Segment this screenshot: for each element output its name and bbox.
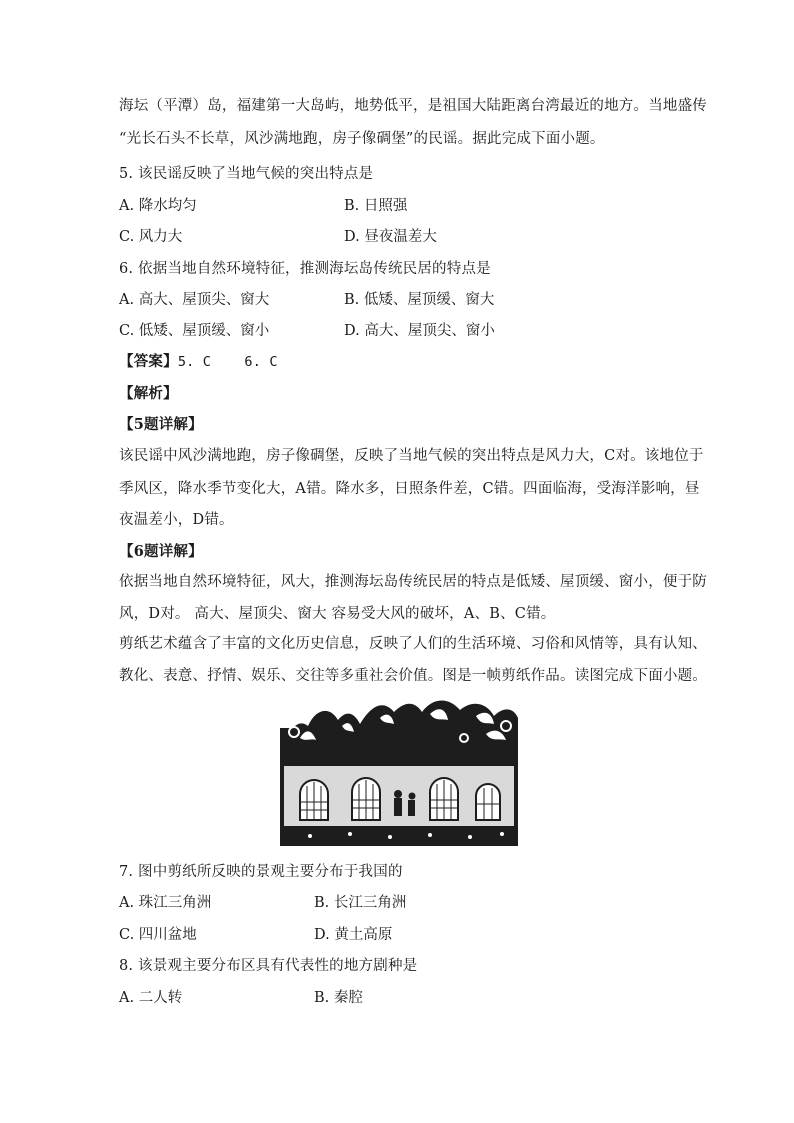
answer-label: 【答案】 (119, 353, 178, 370)
answer-text: 5. C 6. C (177, 354, 278, 370)
detail-6-label: 【6题详解】 (119, 543, 203, 560)
question-6-option-d: D. 高大、屋顶尖、窗小 (344, 323, 495, 339)
analysis-label: 【解析】 (119, 385, 178, 402)
question-5-stem: 5. 该民谣反映了当地气候的突出特点是 (119, 166, 374, 182)
intro2-line-2: 教化、表意、抒情、娱乐、交往等多重社会价值。图是一帧剪纸作品。读图完成下面小题。 (119, 668, 707, 684)
detail-6-line-2: 风，D对。 高大、屋顶尖、窗大 容易受大风的破坏，A、B、C错。 (119, 606, 556, 622)
answer-line (119, 352, 278, 372)
detail-5-label: 【5题详解】 (119, 416, 203, 433)
question-8-stem: 8. 该景观主要分布区具有代表性的地方剧种是 (119, 958, 418, 974)
question-5-option-b: B. 日照强 (344, 198, 408, 214)
intro-line-1: 海坛（平潭）岛，福建第一大岛屿，地势低平，是祖国大陆距离台湾最近的地方。当地盛传 (119, 98, 707, 114)
question-6-option-a: A. 高大、屋顶尖、窗大 (119, 292, 270, 308)
question-7-stem: 7. 图中剪纸所反映的景观主要分布于我国的 (119, 864, 403, 880)
question-6-stem: 6. 依据当地自然环境特征，推测海坛岛传统民居的特点是 (119, 261, 491, 277)
question-7-option-d: D. 黄土高原 (314, 927, 393, 943)
question-7-option-b: B. 长江三角洲 (314, 895, 407, 911)
detail-5-line-3: 夜温差小，D错。 (119, 512, 234, 528)
detail-5-line-2: 季风区，降水季节变化大，A错。降水多，日照条件差，C错。四面临海，受海洋影响，昼 (119, 481, 700, 497)
question-5-option-d: D. 昼夜温差大 (344, 229, 437, 245)
question-8-option-b: B. 秦腔 (314, 990, 363, 1006)
intro2-line-1: 剪纸艺术蕴含了丰富的文化历史信息，反映了人们的生活环境、习俗和风情等，具有认知、 (119, 636, 707, 652)
question-8-option-a: A. 二人转 (119, 990, 183, 1006)
question-6-option-b: B. 低矮、屋顶缓、窗大 (344, 292, 495, 308)
question-7-option-a: A. 珠江三角洲 (119, 895, 212, 911)
question-7-option-c: C. 四川盆地 (119, 927, 197, 943)
intro-line-2: “光长石头不长草，风沙满地跑，房子像碉堡”的民谣。据此完成下面小题。 (119, 131, 605, 147)
question-6-option-c: C. 低矮、屋顶缓、窗小 (119, 323, 270, 339)
question-5-option-c: C. 风力大 (119, 229, 183, 245)
question-5-option-a: A. 降水均匀 (119, 198, 197, 214)
paper-cut-image (280, 698, 518, 846)
detail-5-line-1: 该民谣中风沙满地跑，房子像碉堡，反映了当地气候的突出特点是风力大，C对。该地位于 (119, 448, 704, 464)
detail-6-line-1: 依据当地自然环境特征，风大，推测海坛岛传统民居的特点是低矮、屋顶缓、窗小，便于防 (119, 574, 707, 590)
